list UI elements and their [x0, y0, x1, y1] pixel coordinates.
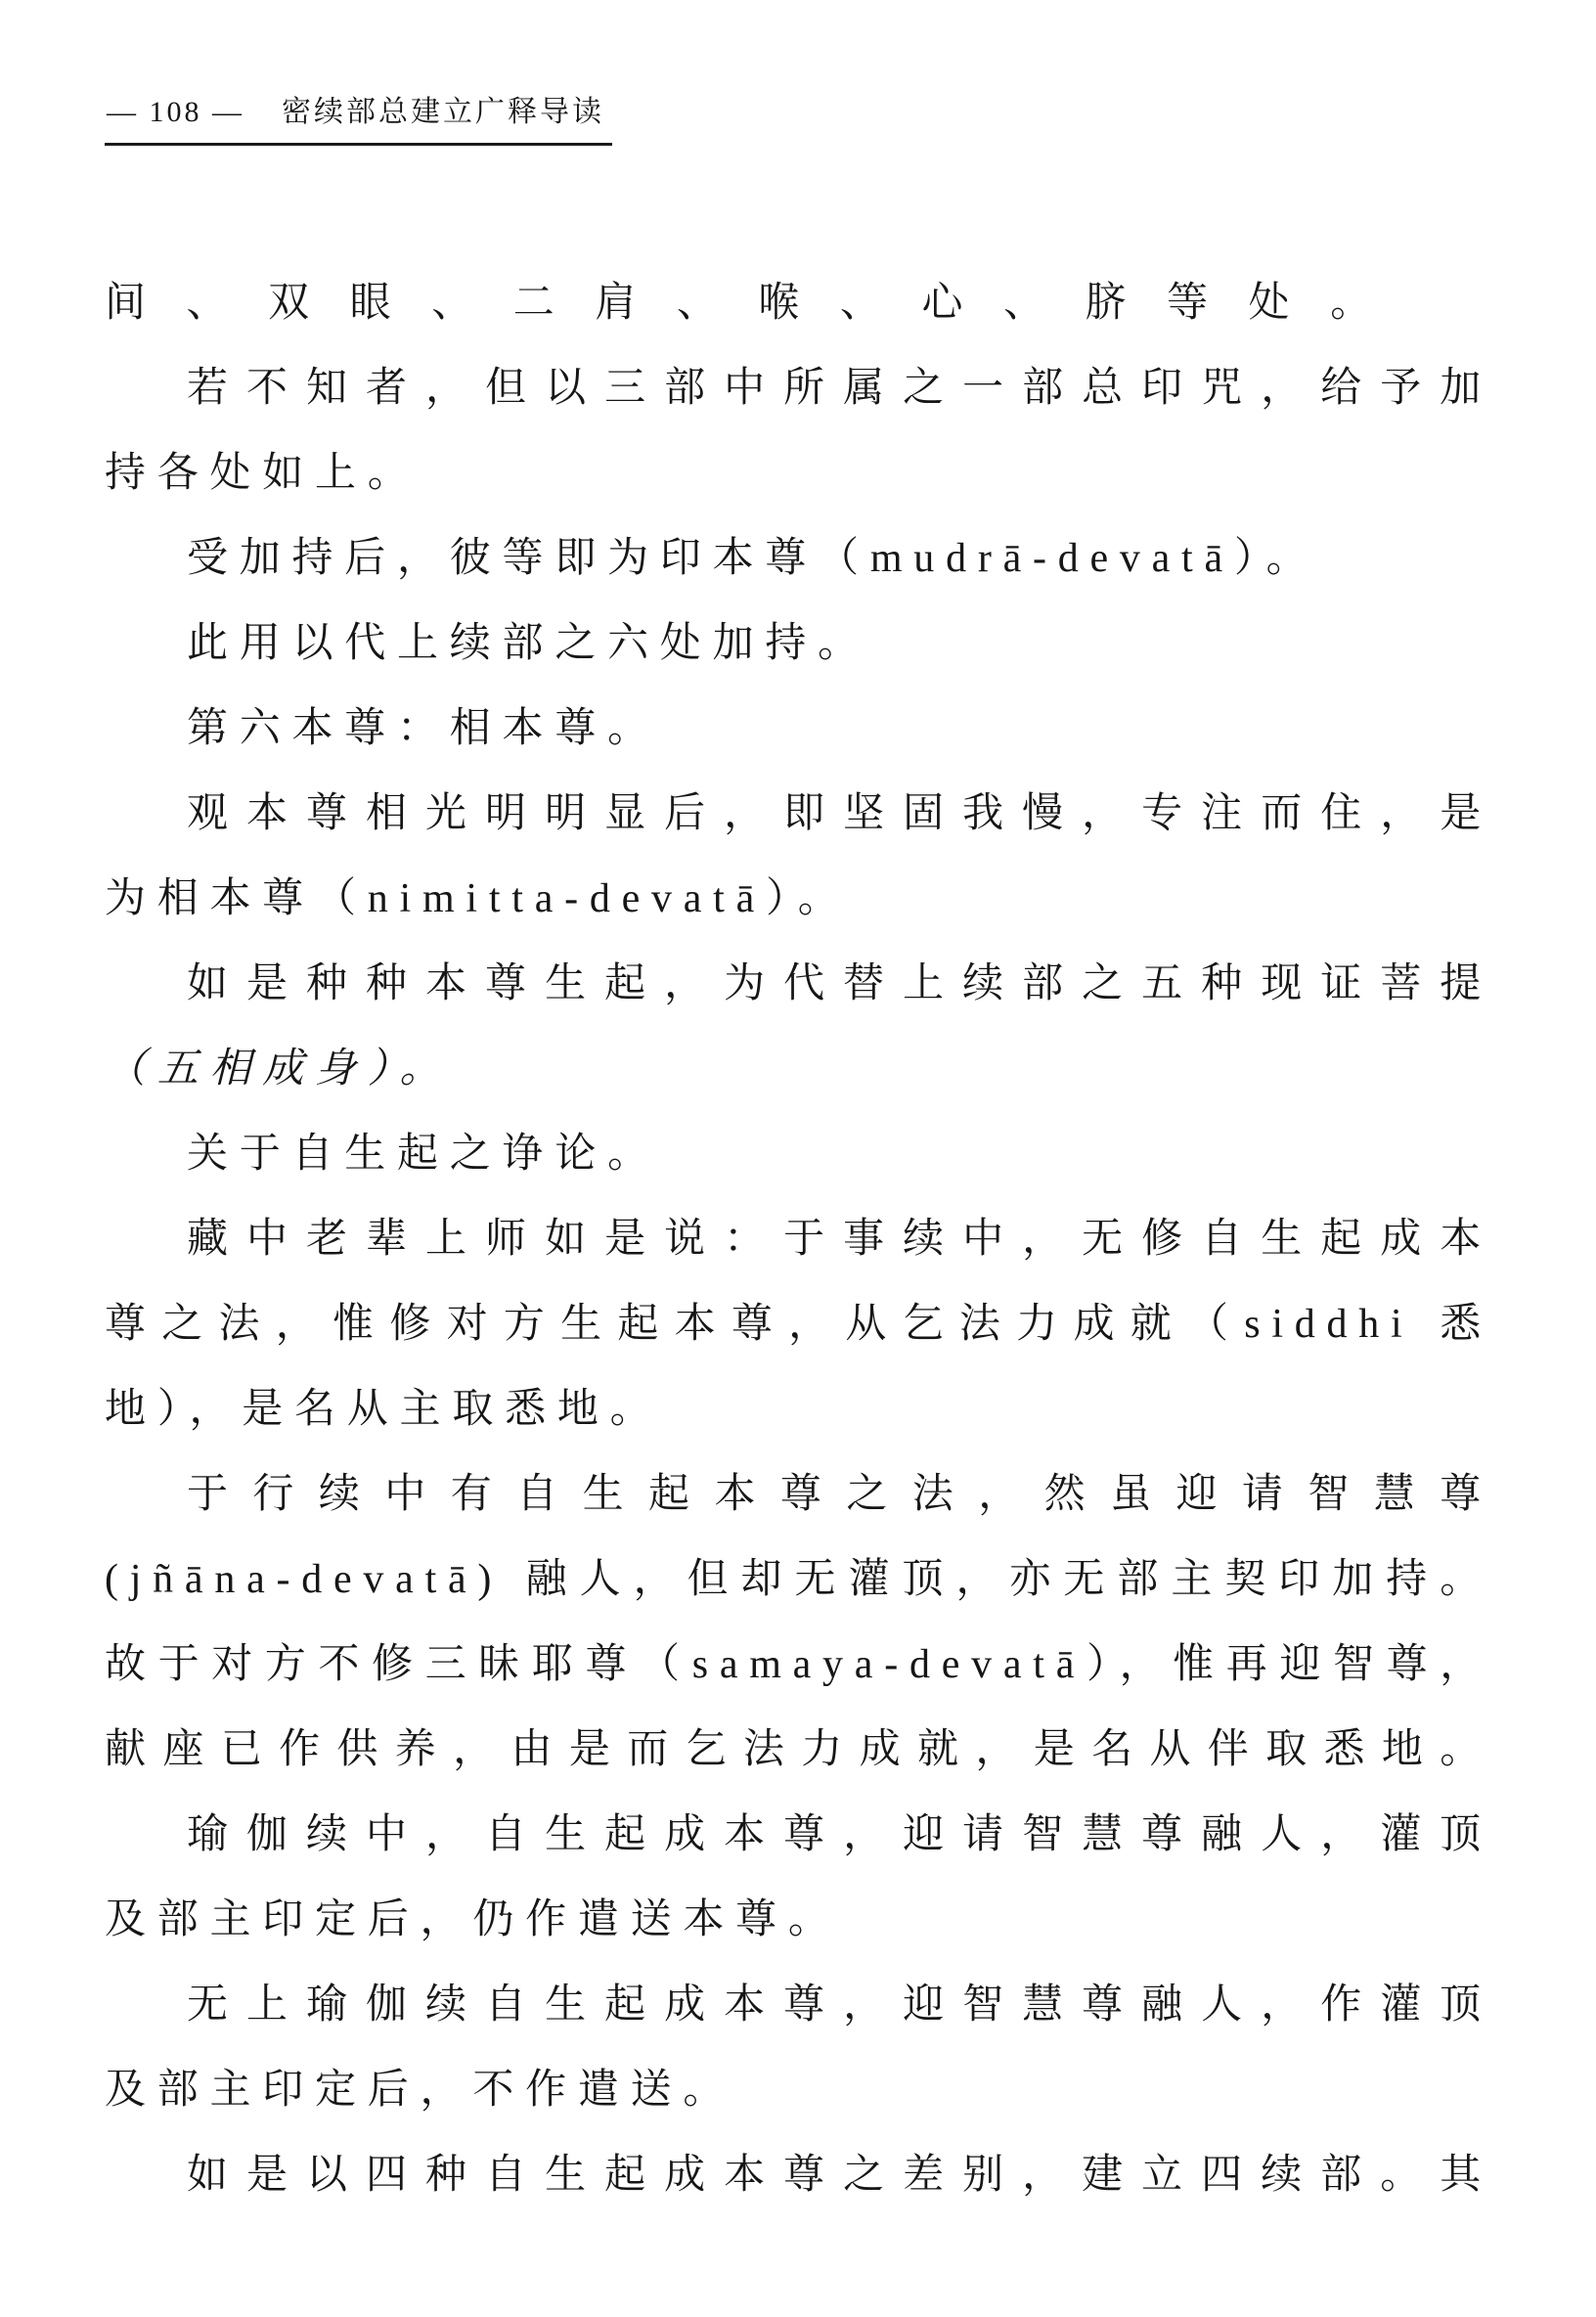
running-header: [105, 96, 612, 146]
text-line: 尊之法，惟修对方生起本尊，从乞法力成就（siddhi 悉: [105, 1302, 1492, 1347]
text-line: 藏中老辈上师如是说：于事续中，无修自生起成本: [187, 1217, 1492, 1262]
page-number: — 108 —: [107, 96, 244, 128]
text-line: (jñāna-devatā) 融人，但却无灌顶，亦无部主契印加持。: [105, 1557, 1492, 1602]
text-line: 观本尊相光明明显后，即坚固我慢，专注而住，是: [187, 791, 1492, 836]
text-line: 此用以代上续部之六处加持。: [187, 621, 870, 666]
text-line: 献座已作供养，由是而乞法力成就，是名从伴取悉地。: [105, 1727, 1492, 1772]
text-line: 持各处如上。: [105, 451, 421, 496]
text-line: 及部主印定后，仍作遣送本尊。: [105, 1897, 841, 1942]
text-line: 受加持后，彼等即为印本尊（mudrā-devatā）。: [187, 536, 1319, 581]
text-line: 无上瑜伽续自生起成本尊，迎智慧尊融人，作灌顶: [187, 1983, 1492, 2027]
text-line: 间、双眼、二肩、喉、心、脐等处。: [105, 281, 1383, 326]
text-line: 于行续中有自生起本尊之法，然虽迎请智慧尊: [187, 1472, 1492, 1517]
page-body-text: [105, 261, 1492, 2218]
text-line: 关于自生起之诤论。: [187, 1132, 660, 1177]
text-line: 如是种种本尊生起，为代替上续部之五种现证菩提: [187, 961, 1492, 1006]
text-line: 地），是名从主取悉地。: [105, 1387, 663, 1432]
text-line: 为相本尊（nimitta-devatā）。: [105, 876, 851, 921]
text-line: 瑜伽续中，自生起成本尊，迎请智慧尊融人，灌顶: [187, 1812, 1492, 1857]
text-line: 如是以四种自生起成本尊之差别，建立四续部。其: [187, 2153, 1492, 2198]
text-line: 若不知者，但以三部中所属之一部总印咒，给予加: [187, 366, 1492, 411]
text-line: 故于对方不修三昧耶尊（samaya-devatā），惟再迎智尊，: [105, 1642, 1492, 1687]
text-line: 第六本尊：相本尊。: [187, 706, 660, 751]
running-title: 密续部总建立广释导读: [282, 96, 604, 128]
text-line: （五相成身）。: [105, 1047, 453, 1092]
text-line: 及部主印定后，不作遣送。: [105, 2068, 736, 2113]
